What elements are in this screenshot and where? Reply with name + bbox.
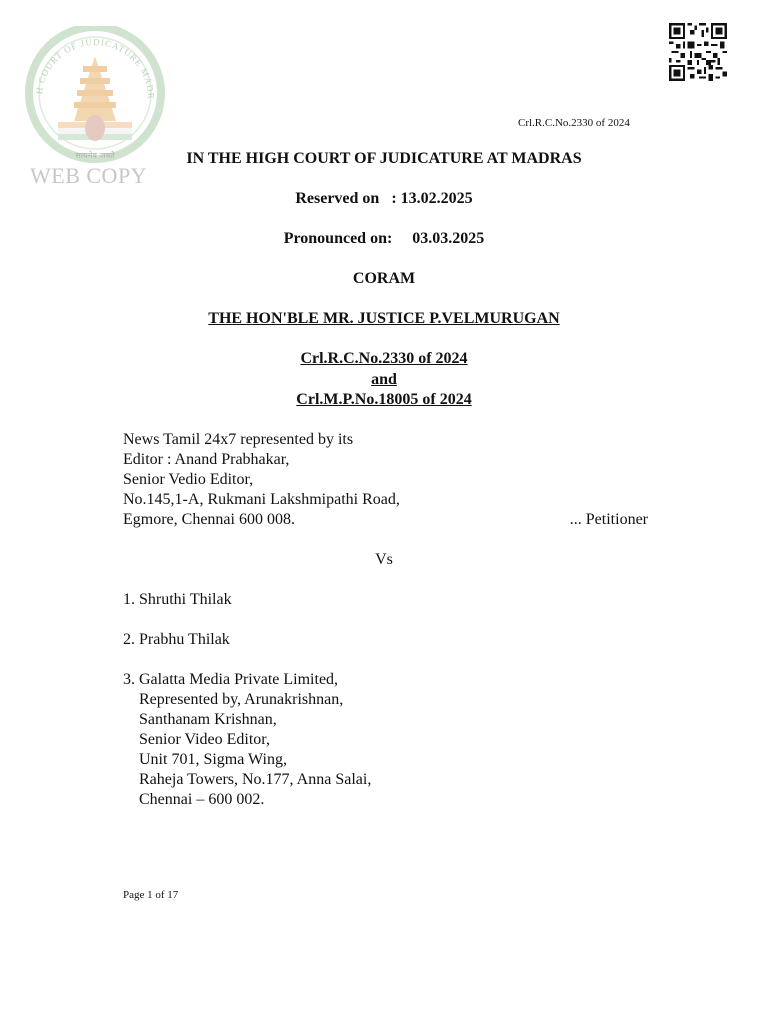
reserved-on: Reserved on : 13.02.2025 [295,190,473,207]
respondent-1: 1. Shruthi Thilak [123,591,232,608]
pronounced-on: Pronounced on: 03.03.2025 [283,230,485,247]
petitioner-line: News Tamil 24x7 represented by its [123,431,354,448]
petitioner-line: Editor : Anand Prabhakar, [123,451,290,468]
qr-code [668,23,728,81]
court-title: IN THE HIGH COURT OF JUDICATURE AT MADRAS [186,150,582,167]
judge-name: THE HON'BLE MR. JUSTICE P.VELMURUGAN [208,310,560,327]
respondent-2: 2. Prabhu Thilak [123,631,230,648]
petition-number: Crl.M.P.No.18005 of 2024 [296,391,472,408]
respondent-3-line: Santhanam Krishnan, [123,711,277,728]
petitioner-line: No.145,1-A, Rukmani Lakshmipathi Road, [123,491,400,508]
petitioner-role: ... Petitioner [569,511,648,528]
petitioner-line: Egmore, Chennai 600 008. [123,511,295,528]
respondent-3-line: Unit 701, Sigma Wing, [123,751,287,768]
respondent-3-line: Senior Video Editor, [123,731,270,748]
case-number: Crl.R.C.No.2330 of 2024 [300,350,468,367]
respondent-3-line: 3. Galatta Media Private Limited, [123,671,339,688]
coram-heading: CORAM [352,270,416,287]
respondent-3-line: Chennai – 600 002. [123,791,265,808]
header-case-ref: Crl.R.C.No.2330 of 2024 [518,117,630,129]
versus: Vs [375,551,393,568]
petitioner-line: Senior Vedio Editor, [123,471,254,488]
seal-motto: सत्यमेव जयते [75,151,115,160]
respondent-3-line: Represented by, Arunakrishnan, [123,691,344,708]
respondent-3-line: Raheja Towers, No.177, Anna Salai, [123,771,372,788]
page-number: Page 1 of 17 [123,889,179,901]
seal-arc-text: H COURT OF JUDICATURE MADR [34,36,157,100]
web-copy-watermark: WEB COPY [30,163,148,188]
and-connector: and [371,371,397,388]
